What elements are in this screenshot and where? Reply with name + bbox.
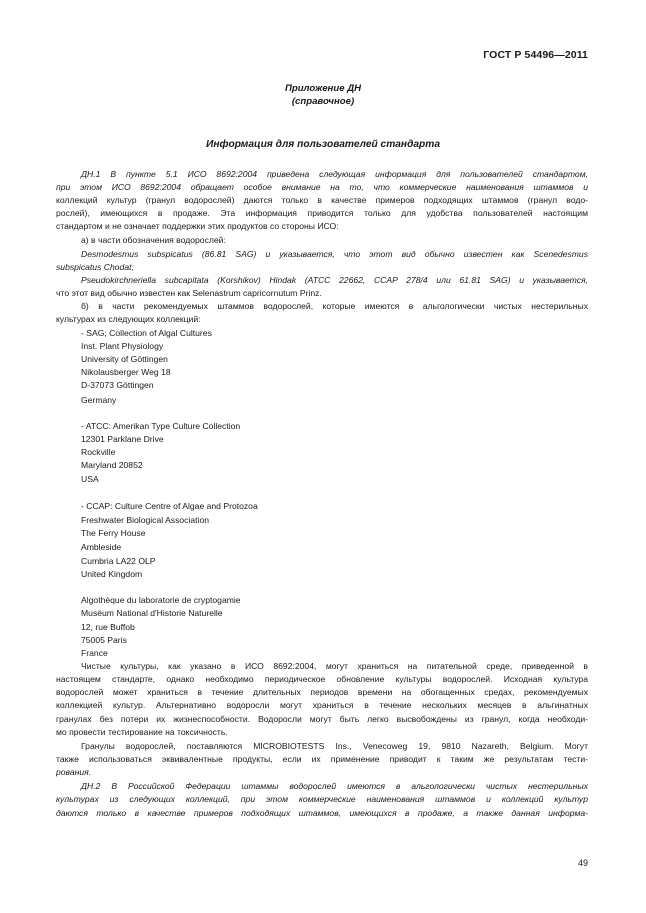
- text-line: рования.: [56, 767, 92, 777]
- address-line: USA: [81, 474, 99, 484]
- text-line: мо провести тестирование на токсичность.: [56, 727, 228, 737]
- text-line: стандартом и не означает поддержки этих продуктов со стороны ИСО:: [56, 221, 339, 231]
- address-line: Germany: [81, 395, 117, 405]
- text-line: культурах из следующих коллекций:: [56, 314, 201, 324]
- address-line: Rockville: [81, 447, 116, 457]
- list-item-a: а) в части обозначения водорослей:: [81, 235, 226, 245]
- address-line: Muséum National d'Historie Naturelle: [81, 608, 223, 618]
- address-line: - SAG; Collection of Algal Cultures: [81, 328, 212, 338]
- text-line: subspicatus Chodat;: [56, 262, 134, 272]
- annex-note: (справочное): [291, 96, 355, 107]
- text-line: Pseudokirchneriella subcapitata (Korshikov) Hindak (ATCC 22662, CCAP 278/4 или 61.81 SAG) и указывается,: [81, 275, 588, 285]
- annex-title: Приложение ДН: [284, 83, 362, 94]
- text-line-part: при этом ИСО 8692:2004 обращает особое внимание на то, что коммерческие наименования штаммов и: [56, 182, 588, 192]
- text-line: водорослей может храниться в течение длительных периодов времени на обогащенных средах, рекомендуемых: [56, 687, 588, 697]
- text-line: ДН.1 В пункте 5.1 ИСО 8692:2004 приведена следующая информация для пользователей стандартом,: [81, 169, 588, 179]
- address-line: Inst. Plant Physiology: [81, 341, 164, 351]
- text-line: гранулах без потери их жизнеспособности. Водоросли могут быть легко высвобождены из гранул, когда необходи-: [56, 714, 588, 724]
- address-line: Nikolausberger Weg 18: [81, 367, 171, 377]
- address-line: 12, rue Buffob: [81, 622, 135, 632]
- address-line: The Ferry House: [81, 528, 146, 538]
- address-line: Maryland 20852: [81, 460, 143, 470]
- text-line: что этот вид обычно известен как Selenastrum capricornutum Prinz.: [56, 288, 322, 298]
- text-line: коллекций культур (гранул водорослей) даются только в качестве примеров подходящих штаммов (гранул водо-: [56, 195, 588, 205]
- address-line: Ambleside: [81, 542, 122, 552]
- address-line: 75005 Paris: [81, 635, 127, 645]
- text-line: рослей), имеющихся в продаже. Эта информация приводится только для удобства пользователей настоящим: [56, 208, 588, 218]
- address-line: D-37073 Göttingen: [81, 380, 154, 390]
- text-line: [56, 181, 588, 193]
- list-item-b: б) в части рекомендуемых штаммов водорослей, которые имеются в альгологически чистых нестерильных: [81, 301, 588, 311]
- section-title: Информация для пользователей стандарта: [206, 139, 440, 150]
- address-line: United Kingdom: [81, 569, 143, 579]
- address-line: - ATCC: Amerikan Type Culture Collection: [81, 421, 241, 431]
- text-line: культурах из следующих коллекций, при этом коммерческие наименования штаммов и коллекций культур: [56, 794, 588, 804]
- text-line: также использоваться эквивалентные продукты, если их применение приводит к таким же результатам тести-: [56, 754, 588, 764]
- address-line: France: [81, 648, 108, 658]
- address-line: Cumbria LA22 OLP: [81, 556, 156, 566]
- address-line: Freshwater Biological Association: [81, 515, 210, 525]
- text-line: настоящем стандарте, однако необходимо периодическое обновление культуры водорослей. Исходная культура: [56, 674, 588, 684]
- address-line: Algothèque du laboratorie de cryptogamie: [81, 595, 241, 605]
- address-line: - CCAP: Culture Centre of Algae and Protozoa: [81, 501, 258, 511]
- address-line: University of Göttingen: [81, 354, 168, 364]
- address-line: 12301 Parklane Drive: [81, 434, 164, 444]
- text-line: даются только в качестве примеров подходящих штаммов, имеющихся в продаже, а также данная информа-: [56, 808, 588, 818]
- text-line: Чистые культуры, как указано в ИСО 8692:2004, могут храниться на питательной среде, приведенной в: [81, 661, 588, 671]
- text-line: Desmodesmus subspicatus (86.81 SAG) и указывается, что этот вид обычно известен как Scenedesmus: [81, 249, 588, 259]
- text-line: ДН.2 В Российской Федерации штаммы водорослей имеются в альгологически чистых нестерильных: [81, 781, 588, 791]
- page-number: 49: [577, 858, 588, 868]
- standard-designation: ГОСТ Р 54496—2011: [483, 49, 588, 61]
- text-line: Гранулы водорослей, поставляются MICROBIOTESTS Ins., Venecoweg 19, 9810 Nazareth, Belgium. Могут: [81, 741, 588, 751]
- text-line: коллекцией культур. Альтернативно водоросли могут храниться в течение нескольких месяцев в альгинатных: [56, 700, 588, 710]
